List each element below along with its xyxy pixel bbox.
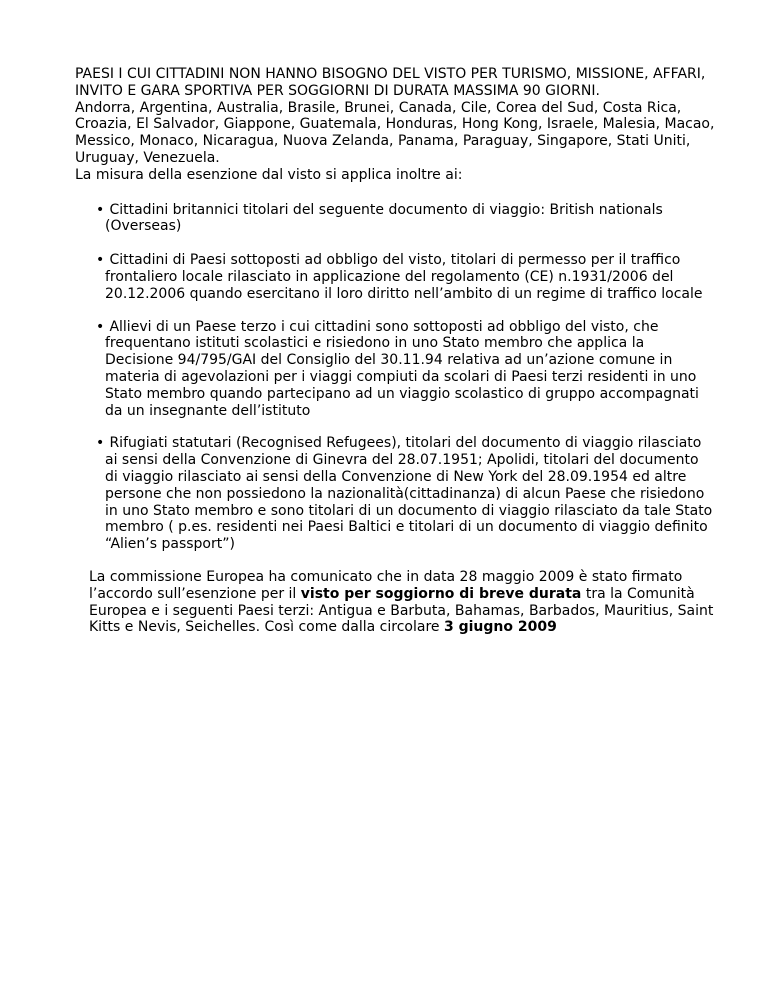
- list-item: [75, 435, 715, 553]
- list-item-text: Cittadini di Paesi sottoposti ad obbligo del visto, titolari di permesso per il traffico frontaliero locale rilasciato in applicazione del regolamento (CE) n.1931/2006 del 20.12.2006 quando esercitano il loro diritto nell’ambito di un regime di traffico locale: [105, 252, 703, 302]
- closing-text-1: La commissione Europea ha comunicato che in data 28 maggio 2009 è stato firmato l’accordo sull’esenzione per il: [89, 568, 683, 602]
- closing-bold-visa: visto per soggiorno di breve durata: [300, 585, 582, 602]
- list-item: [75, 252, 715, 302]
- country-list: Andorra, Argentina, Australia, Brasile, Brunei, Canada, Cile, Corea del Sud, Costa Rica, Croazia, El Salvador, Giappone, Guatemala, Honduras, Hong Kong, Israele, Malesia, Macao, Messico, Monaco, Nicaragua, Nuova Zelanda, Panama, Paraguay, Singapore, Stati Uniti, Uruguay, Venezuela.: [75, 99, 715, 166]
- closing-paragraph: [89, 569, 715, 636]
- bullet-icon: •: [96, 201, 105, 218]
- list-item: [75, 202, 715, 236]
- document-heading: PAESI I CUI CITTADINI NON HANNO BISOGNO DEL VISTO PER TURISMO, MISSIONE, AFFARI, INVITO E GARA SPORTIVA PER SOGGIORNI DI DURATA MASSIMA 90 GIORNI.: [75, 66, 706, 99]
- bullet-icon: •: [96, 318, 105, 335]
- list-item-text: Cittadini britannici titolari del seguente documento di viaggio: British nationals (Overseas): [105, 201, 663, 235]
- closing-bold-date: 3 giugno 2009: [443, 619, 557, 636]
- list-item: [75, 319, 715, 420]
- intro-section: [75, 66, 715, 184]
- exemption-intro: La misura della esenzione dal visto si applica inoltre ai:: [75, 166, 463, 183]
- exemption-list: [75, 202, 715, 553]
- list-item-text: Allievi di un Paese terzo i cui cittadini sono sottoposti ad obbligo del visto, che frequentano istituti scolastici e risiedono in uno Stato membro che applica la Decisione 94/795/GAI del Consiglio del 30.11.94 relativa ad un’azione comune in materia di agevolazioni per i viaggi compiuti da scolari di Paesi terzi residenti in uno Stato membro quando partecipano ad un viaggio scolastico di gruppo accompagnati da un insegnante dell’istituto: [105, 318, 699, 419]
- document-page: [75, 66, 715, 636]
- list-item-text: Rifugiati statutari (Recognised Refugees), titolari del documento di viaggio rilasciato ai sensi della Convenzione di Ginevra del 28.07.1951; Apolidi, titolari del documento di viaggio rilasciato ai sensi della Convenzione di New York del 28.09.1954 ed altre persone che non possiedono la nazionalità(cittadinanza) di alcun Paese che risiedono in uno Stato membro e sono titolari di un documento di viaggio rilasciato da tale Stato membro ( p.es. residenti nei Paesi Baltici e titolari di un documento di viaggio definito “Alien’s passport”): [105, 435, 713, 553]
- closing-text-2: tra la Comunità Europea e i seguenti Paesi terzi: Antigua e Barbuta, Bahamas, Barbados, Mauritius, Saint Kitts e Nevis, Seichelles. Così come dalla circolare: [89, 585, 714, 636]
- bullet-icon: •: [96, 252, 105, 269]
- bullet-icon: •: [96, 435, 105, 452]
